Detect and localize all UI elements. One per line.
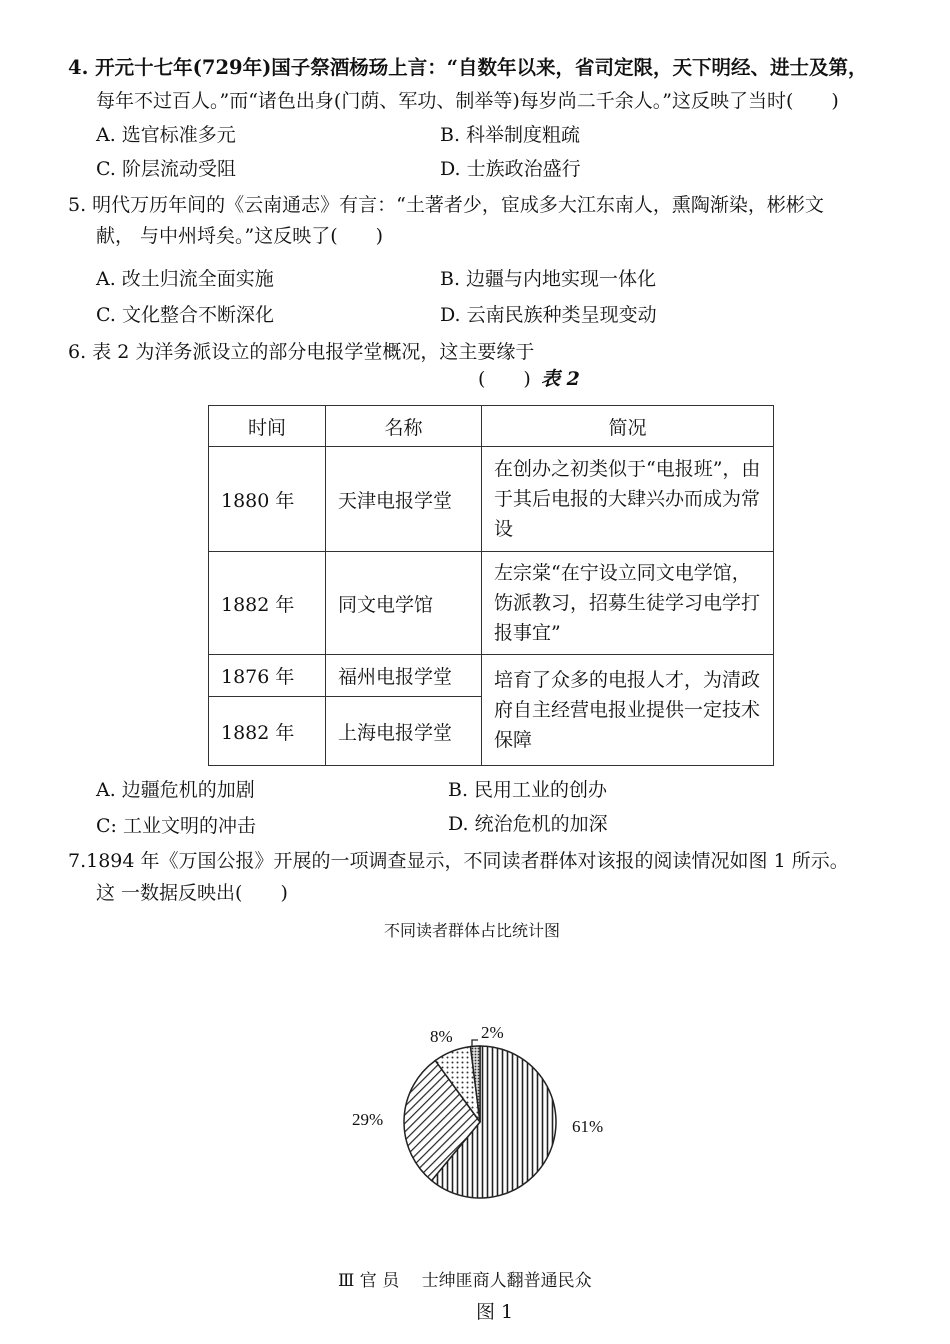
table-cell-name: 福州电报学堂 — [326, 655, 482, 697]
table-cell-name: 上海电报学堂 — [326, 697, 482, 766]
chart-title: 不同读者群体占比统计图 — [384, 921, 561, 940]
pie-slice — [435, 1047, 480, 1122]
pie-slice — [432, 1046, 556, 1198]
table-row — [209, 447, 774, 552]
q4-option-d: D. 士族政治盛行 — [440, 158, 581, 180]
q5-stem-line1: 5. 明代万历年间的《云南通志》有言：“土著者少，宦成多大江东南人，熏陶渐染，彬彬文 — [68, 194, 824, 216]
pie-slice-label: 2% — [481, 1023, 504, 1042]
table-cell-name: 同文电学馆 — [326, 552, 482, 655]
table-cell-desc: 左宗棠“在宁设立同文电学馆，饬派教习，招募生徒学习电学打报事宜” — [482, 552, 774, 655]
pie-leader-line — [472, 1040, 478, 1046]
q5-option-d: D. 云南民族种类呈现变动 — [440, 304, 657, 326]
table-header-row — [209, 406, 774, 447]
q4-stem-line2: 每年不过百人。”而“诸色出身(门荫、军功、制举等)每岁尚二千余人。”这反映了当时( ) — [96, 90, 839, 112]
q7-stem-line2: 这 一数据反映出( ) — [96, 882, 288, 904]
pie-slice-label: 8% — [430, 1027, 453, 1046]
q6-option-d: D. 统治危机的加深 — [448, 813, 608, 835]
q4-option-b: B. 科举制度粗疏 — [440, 124, 581, 146]
q6-option-b: B. 民用工业的创办 — [448, 779, 608, 801]
q4-option-a: A. 选官标准多元 — [96, 124, 236, 146]
table-row — [209, 552, 774, 655]
q5-stem-line2: 献， 与中州埒矣。”这反映了( ) — [96, 225, 384, 247]
table-header-time: 时间 — [209, 406, 326, 447]
q4-option-c: C. 阶层流动受阻 — [96, 158, 236, 180]
q5-option-a: A. 改土归流全面实施 — [96, 268, 274, 290]
table-cell-time: 1880 年 — [209, 447, 326, 552]
pie-slice-label: 61% — [572, 1117, 604, 1136]
q6-table-caption: 表 2 — [541, 368, 580, 390]
chart-legend: Ⅲ 官 员 士绅匪商人翻普通民众 — [338, 1271, 592, 1291]
table-header-name: 名称 — [326, 406, 482, 447]
q6-stem: 6. 表 2 为洋务派设立的部分电报学堂概况，这主要缘于 — [68, 341, 535, 363]
q6-answer-paren: ( ) — [478, 368, 531, 390]
table-2 — [208, 405, 774, 766]
table-cell-name: 天津电报学堂 — [326, 447, 482, 552]
q4-stem-line1: 4. 开元十七年(729年)国子祭酒杨玚上言：“自数年以来，省司定限，天下明经、进士及第， — [68, 56, 868, 79]
table-row — [209, 655, 774, 697]
table-cell-desc: 培育了众多的电报人才，为清政府自主经营电报业提供一定技术保障 — [482, 655, 774, 766]
q5-option-c: C. 文化整合不断深化 — [96, 304, 274, 326]
pie-slice-label: 29% — [352, 1110, 384, 1129]
table-cell-time: 1876 年 — [209, 655, 326, 697]
pie-chart — [404, 1046, 556, 1198]
pie-slice — [404, 1061, 480, 1181]
table-header-desc: 简况 — [482, 406, 774, 447]
q5-option-b: B. 边疆与内地实现一体化 — [440, 268, 657, 290]
table-cell-time: 1882 年 — [209, 552, 326, 655]
pie-slice — [470, 1046, 480, 1122]
q6-option-a: A. 边疆危机的加剧 — [96, 779, 255, 801]
figure-caption: 图 1 — [476, 1301, 514, 1323]
table-cell-desc: 在创办之初类似于“电报班”，由于其后电报的大肆兴办而成为常设 — [482, 447, 774, 552]
q7-stem-line1: 7.1894 年《万国公报》开展的一项调查显示，不同读者群体对该报的阅读情况如图 1 所示。 — [68, 850, 849, 872]
table-cell-time: 1882 年 — [209, 697, 326, 766]
pie-labels — [352, 1023, 603, 1136]
q6-option-c: C: 工业文明的冲击 — [96, 815, 256, 837]
